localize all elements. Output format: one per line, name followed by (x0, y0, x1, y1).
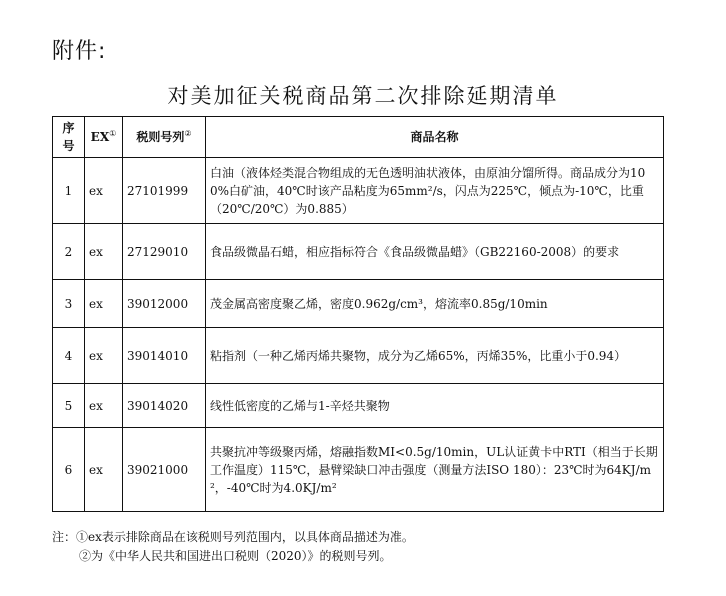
cell-ex: ex (85, 328, 123, 384)
footnote-1: 注：①ex表示排除商品在该税则号列范围内，以具体商品描述为准。 (52, 530, 414, 544)
cell-name: 食品级微晶石蜡，相应指标符合《食品级微晶蜡》（GB22160-2008）的要求 (206, 224, 664, 280)
footnote-2: ②为《中华人民共和国进出口税则（2020）》的税则号列。 (79, 549, 392, 563)
cell-ex: ex (85, 158, 123, 224)
cell-no: 4 (53, 328, 85, 384)
table-row (53, 158, 664, 224)
cell-name: 线性低密度的乙烯与1-辛烃共聚物 (206, 384, 664, 428)
table-row (53, 328, 664, 384)
cell-no: 6 (53, 428, 85, 512)
cell-no: 5 (53, 384, 85, 428)
cell-name: 粘指剂（一种乙烯丙烯共聚物，成分为乙烯65%，丙烯35%，比重小于0.94） (206, 328, 664, 384)
cell-code: 27129010 (123, 224, 206, 280)
table-header-row (53, 117, 664, 158)
cell-name: 茂金属高密度聚乙烯，密度0.962g/cm³，熔流率0.85g/10min (206, 280, 664, 328)
exclusion-table (52, 116, 664, 512)
header-code-label: 税则号列 (136, 130, 185, 144)
header-code-footnote: ② (184, 129, 192, 138)
header-name (206, 117, 664, 158)
cell-ex: ex (85, 224, 123, 280)
cell-ex: ex (85, 428, 123, 512)
attachment-label: 附件: (52, 39, 107, 64)
cell-code: 27101999 (123, 158, 206, 224)
header-no (53, 117, 85, 158)
cell-no: 2 (53, 224, 85, 280)
cell-name: 白油（液体烃类混合物组成的无色透明油状液体，由原油分馏所得。商品成分为100%白矿油，40℃时该产品粘度为65mm²/s，闪点为225℃，倾点为-10℃，比重（20℃/20℃）为0.885） (206, 158, 664, 224)
table-row (53, 224, 664, 280)
header-name-label: 商品名称 (410, 130, 459, 144)
table-row (53, 280, 664, 328)
cell-no: 1 (53, 158, 85, 224)
cell-code: 39021000 (123, 428, 206, 512)
footnotes (52, 528, 414, 566)
cell-code: 39014020 (123, 384, 206, 428)
table-row (53, 384, 664, 428)
cell-name: 共聚抗冲等级聚丙烯，熔融指数MI<0.5g/10min，UL认证黄卡中RTI（相当于长期工作温度）115℃，悬臂梁缺口冲击强度（测量方法ISO 180）：23℃时为64KJ/m²，-40℃时为4.0KJ/m² (206, 428, 664, 512)
header-ex (85, 117, 123, 158)
cell-ex: ex (85, 384, 123, 428)
header-ex-label: EX (90, 130, 110, 144)
cell-code: 39012000 (123, 280, 206, 328)
table-row (53, 428, 664, 512)
cell-no: 3 (53, 280, 85, 328)
cell-code: 39014010 (123, 328, 206, 384)
header-no-label: 序号 (62, 121, 75, 153)
header-ex-footnote: ① (109, 129, 117, 138)
document-title: 对美加征关税商品第二次排除延期清单 (167, 84, 559, 108)
cell-ex: ex (85, 280, 123, 328)
header-code (123, 117, 206, 158)
